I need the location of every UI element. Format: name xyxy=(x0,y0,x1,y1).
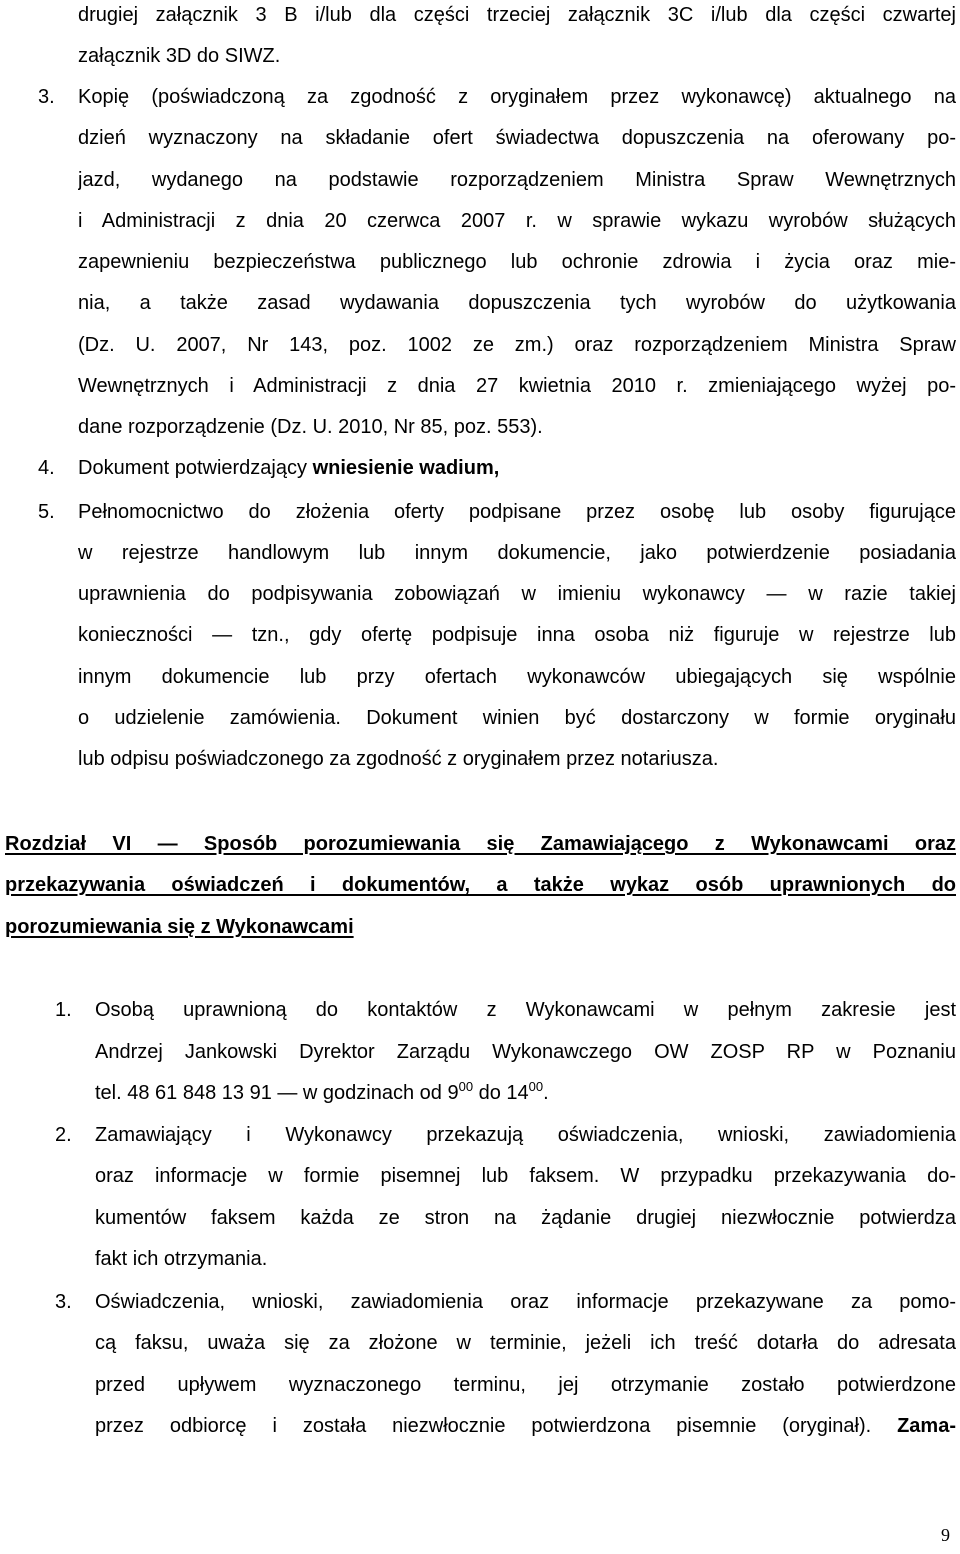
chapter-heading-line: porozumiewania się z Wykonawcami xyxy=(5,916,354,938)
list-number-2: 2. xyxy=(55,1124,72,1146)
item3-line: Wewnętrznych i Administracji z dnia 27 kwietnia 2010 r. zmieniającego wyżej po- xyxy=(78,375,956,397)
item3-line: dane rozporządzenie (Dz. U. 2010, Nr 85, poz. 553). xyxy=(78,416,543,438)
hours-to-text: do 14 xyxy=(473,1082,529,1104)
item2-line: kumentów faksem każda ze stron na żądanie drugiej niezwłocznie potwierdza xyxy=(95,1207,956,1229)
item3b-bold-text: Zama- xyxy=(897,1415,956,1437)
item3-line: zapewnieniu bezpieczeństwa publicznego lub ochronie zdrowia i życia oraz mie- xyxy=(78,251,956,273)
list-number-3b: 3. xyxy=(55,1291,72,1313)
item3b-last-line xyxy=(95,1414,956,1438)
item3-line: (Dz. U. 2007, Nr 143, poz. 1002 ze zm.) oraz rozporządzeniem Ministra Spraw xyxy=(78,334,956,356)
item3-line: Kopię (poświadczoną za zgodność z oryginałem przez wykonawcę) aktualnego na xyxy=(78,86,956,108)
item3-line: nia, a także zasad wydawania dopuszczenia tych wyrobów do użytkowania xyxy=(78,292,956,314)
item3b-line: Oświadczenia, wnioski, zawiadomienia oraz informacje przekazywane za pomo- xyxy=(95,1291,956,1313)
item3b-text: przez odbiorcę i została niezwłocznie potwierdzona pisemnie (oryginał). xyxy=(95,1415,898,1437)
item5-line: uprawnienia do podpisywania zobowiązań w imieniu wykonawcy — w razie takiej xyxy=(78,583,956,605)
item3-line: dzień wyznaczony na składanie ofert świadectwa dopuszczenia na oferowany po- xyxy=(78,127,956,149)
item3b-line: cą faksu, uważa się za złożone w terminie, jeżeli ich treść dotarła do adresata xyxy=(95,1332,956,1354)
phone-text: tel. 48 61 848 13 91 — w godzinach od 9 xyxy=(95,1082,459,1104)
item5-line: Pełnomocnictwo do złożenia oferty podpisane przez osobę lub osoby figurujące xyxy=(78,501,956,523)
item4-bold-text: wniesienie wadium, xyxy=(312,457,500,479)
item3-line: i Administracji z dnia 20 czerwca 2007 r. w sprawie wykazu wyrobów służących xyxy=(78,210,956,232)
item5-line: innym dokumencie lub przy ofertach wykonawców ubiegających się wspólnie xyxy=(78,666,956,688)
item3-line: jazd, wydanego na podstawie rozporządzeniem Ministra Spraw Wewnętrznych xyxy=(78,169,956,191)
item5-line: konieczności — tzn., gdy ofertę podpisuje inna osoba niż figuruje w rejestrze lub xyxy=(78,624,956,646)
continuation-line-2: załącznik 3D do SIWZ. xyxy=(78,45,281,67)
item2-line: Zamawiający i Wykonawcy przekazują oświadczenia, wnioski, zawiadomienia xyxy=(95,1124,956,1146)
item5-line: o udzielenie zamówienia. Dokument winien być dostarczony w formie oryginału xyxy=(78,707,956,729)
item5-line: lub odpisu poświadczonego za zgodność z oryginałem przez notariusza. xyxy=(78,748,719,770)
contact-hours-line xyxy=(95,1081,549,1105)
list-number-1: 1. xyxy=(55,999,72,1021)
hour-superscript: 00 xyxy=(458,1079,474,1094)
page-number: 9 xyxy=(941,1525,950,1545)
hour-superscript: 00 xyxy=(528,1079,544,1094)
item3b-line: przed upływem wyznaczonego terminu, jej otrzymanie zostało potwierdzone xyxy=(95,1374,956,1396)
contact-line: Osobą uprawnioną do kontaktów z Wykonawcami w pełnym zakresie jest xyxy=(95,999,956,1021)
item4-line xyxy=(78,456,499,480)
continuation-line-1: drugiej załącznik 3 B i/lub dla części trzeciej załącznik 3C i/lub dla części czwartej xyxy=(78,4,956,26)
chapter-heading-line: Rozdział VI — Sposób porozumiewania się Zamawiającego z Wykonawcami oraz xyxy=(5,833,956,855)
item5-line: w rejestrze handlowym lub innym dokumencie, jako potwierdzenie posiadania xyxy=(78,542,956,564)
item2-line: oraz informacje w formie pisemnej lub faksem. W przypadku przekazywania do- xyxy=(95,1165,956,1187)
list-number-5: 5. xyxy=(38,501,55,523)
period-text: . xyxy=(543,1082,549,1104)
list-number-4: 4. xyxy=(38,457,55,479)
chapter-heading-line: przekazywania oświadczeń i dokumentów, a także wykaz osób uprawnionych do xyxy=(5,874,956,896)
list-number-3: 3. xyxy=(38,86,55,108)
item2-line: fakt ich otrzymania. xyxy=(95,1248,268,1270)
contact-line: Andrzej Jankowski Dyrektor Zarządu Wykonawczego OW ZOSP RP w Poznaniu xyxy=(95,1041,956,1063)
item4-text: Dokument potwierdzający xyxy=(78,457,313,479)
